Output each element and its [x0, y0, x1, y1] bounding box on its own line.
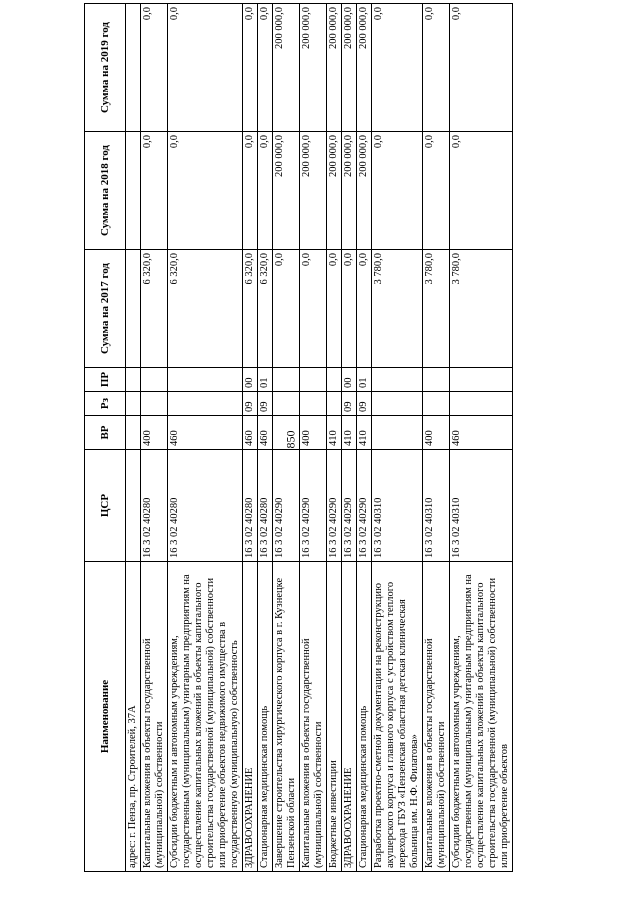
- cell-rz: 09: [357, 392, 372, 416]
- cell-csr: 16 3 02 40310: [423, 450, 450, 562]
- cell-rz: [168, 392, 243, 416]
- cell-vr: [372, 416, 423, 450]
- cell-vr: 400: [300, 416, 327, 450]
- cell-vr: 400: [141, 416, 168, 450]
- cell-rz: [372, 392, 423, 416]
- cell-csr: 16 3 02 40280: [243, 450, 258, 562]
- table-row: [342, 4, 357, 872]
- header-rz: Рз: [85, 392, 126, 416]
- cell-rz: 09: [258, 392, 273, 416]
- page-number: 850: [283, 430, 298, 448]
- cell-name: Стационарная медицинская помощь: [357, 562, 372, 872]
- cell-sum-2019: 0,0: [258, 4, 273, 132]
- cell-sum-2017: 0,0: [327, 250, 342, 368]
- cell-vr: 400: [423, 416, 450, 450]
- cell-pr: [372, 368, 423, 392]
- cell-sum-2019: 0,0: [168, 4, 243, 132]
- table-row: [141, 4, 168, 872]
- cell-csr: 16 3 02 40280: [258, 450, 273, 562]
- cell-sum-2017: [126, 250, 141, 368]
- header-sum-2019: Сумма на 2019 год: [85, 4, 126, 132]
- cell-rz: [273, 392, 300, 416]
- cell-sum-2019: [126, 4, 141, 132]
- cell-vr: 460: [450, 416, 513, 450]
- table-row: [357, 4, 372, 872]
- cell-csr: 16 3 02 40290: [342, 450, 357, 562]
- table-row: [243, 4, 258, 872]
- cell-sum-2018: 200 000,0: [327, 132, 342, 250]
- cell-pr: [450, 368, 513, 392]
- cell-name: ЗДРАВООХРАНЕНИЕ: [342, 562, 357, 872]
- cell-sum-2019: 200 000,0: [300, 4, 327, 132]
- table-row: [273, 4, 300, 872]
- budget-table: [84, 3, 513, 872]
- cell-sum-2018: 200 000,0: [357, 132, 372, 250]
- cell-sum-2018: 200 000,0: [273, 132, 300, 250]
- cell-sum-2017: 6 320,0: [141, 250, 168, 368]
- cell-sum-2017: 0,0: [300, 250, 327, 368]
- cell-csr: 16 3 02 40290: [273, 450, 300, 562]
- cell-csr: 16 3 02 40290: [300, 450, 327, 562]
- table-row: [258, 4, 273, 872]
- cell-name: ЗДРАВООХРАНЕНИЕ: [243, 562, 258, 872]
- cell-sum-2019: 200 000,0: [342, 4, 357, 132]
- cell-sum-2017: 3 780,0: [450, 250, 513, 368]
- cell-sum-2018: 0,0: [258, 132, 273, 250]
- cell-pr: [327, 368, 342, 392]
- cell-vr: 460: [243, 416, 258, 450]
- cell-sum-2018: 200 000,0: [342, 132, 357, 250]
- cell-sum-2019: 0,0: [243, 4, 258, 132]
- cell-rz: [300, 392, 327, 416]
- cell-vr: 410: [357, 416, 372, 450]
- cell-vr: 460: [168, 416, 243, 450]
- cell-csr: 16 3 02 40280: [168, 450, 243, 562]
- cell-sum-2019: 0,0: [450, 4, 513, 132]
- cell-name: адрес: г. Пенза, пр. Строителей, 37А: [126, 562, 141, 872]
- cell-pr: [300, 368, 327, 392]
- table-row: [423, 4, 450, 872]
- cell-sum-2018: 0,0: [141, 132, 168, 250]
- cell-pr: 01: [258, 368, 273, 392]
- table-row: [126, 4, 141, 872]
- cell-pr: 00: [243, 368, 258, 392]
- cell-sum-2017: 6 320,0: [243, 250, 258, 368]
- cell-sum-2018: 200 000,0: [300, 132, 327, 250]
- cell-vr: 460: [258, 416, 273, 450]
- cell-name: Бюджетные инвестиции: [327, 562, 342, 872]
- cell-vr: [126, 416, 141, 450]
- cell-csr: 16 3 02 40310: [372, 450, 423, 562]
- cell-csr: 16 3 02 40290: [327, 450, 342, 562]
- cell-csr: 16 3 02 40280: [141, 450, 168, 562]
- cell-pr: [273, 368, 300, 392]
- header-name: Наименование: [85, 562, 126, 872]
- rotated-table-container: [84, 4, 640, 872]
- table-row: [300, 4, 327, 872]
- cell-rz: [423, 392, 450, 416]
- cell-name: Разработка проектно-сметной документации на реконструкцию акушерского корпуса и главного корпуса с устройством теплого перехода ГБУЗ «Пензенская областная детская клиническая больница им. Н.Ф. Филатова»: [372, 562, 423, 872]
- cell-sum-2018: [126, 132, 141, 250]
- cell-pr: 01: [357, 368, 372, 392]
- cell-sum-2017: 6 320,0: [168, 250, 243, 368]
- cell-sum-2017: 0,0: [342, 250, 357, 368]
- cell-rz: 09: [243, 392, 258, 416]
- cell-vr: [273, 416, 300, 450]
- cell-vr: 410: [342, 416, 357, 450]
- cell-name: Стационарная медицинская помощь: [258, 562, 273, 872]
- cell-name: Субсидии бюджетным и автономным учреждениям, государственным (муниципальным) унитарным предприятиям на осуществление капитальных вложений в объекты капитального строительства государственной (муниципальной) собственности или приобретение объектов недвижимого имущества в государственную (муниципальную) собственность: [168, 562, 243, 872]
- cell-sum-2017: 6 320,0: [258, 250, 273, 368]
- table-row: [372, 4, 423, 872]
- table-row: [327, 4, 342, 872]
- cell-csr: 16 3 02 40310: [450, 450, 513, 562]
- header-vr: ВР: [85, 416, 126, 450]
- cell-name: Капитальные вложения в объекты государственной (муниципальной) собственности: [141, 562, 168, 872]
- cell-rz: 09: [342, 392, 357, 416]
- cell-name: Завершение строительства хирургического корпуса в г. Кузнецке Пензенской области: [273, 562, 300, 872]
- cell-sum-2018: 0,0: [423, 132, 450, 250]
- cell-rz: [450, 392, 513, 416]
- cell-rz: [327, 392, 342, 416]
- cell-sum-2018: 0,0: [168, 132, 243, 250]
- cell-sum-2018: 0,0: [243, 132, 258, 250]
- header-sum-2018: Сумма на 2018 год: [85, 132, 126, 250]
- cell-sum-2017: 0,0: [273, 250, 300, 368]
- cell-sum-2017: 3 780,0: [372, 250, 423, 368]
- cell-csr: [126, 450, 141, 562]
- cell-rz: [141, 392, 168, 416]
- cell-sum-2019: 0,0: [372, 4, 423, 132]
- cell-sum-2018: 0,0: [450, 132, 513, 250]
- cell-csr: 16 3 02 40290: [357, 450, 372, 562]
- cell-vr: 410: [327, 416, 342, 450]
- cell-rz: [126, 392, 141, 416]
- cell-sum-2018: 0,0: [372, 132, 423, 250]
- cell-sum-2019: 0,0: [141, 4, 168, 132]
- cell-pr: [423, 368, 450, 392]
- header-sum-2017: Сумма на 2017 год: [85, 250, 126, 368]
- cell-sum-2019: 200 000,0: [273, 4, 300, 132]
- cell-sum-2019: 0,0: [423, 4, 450, 132]
- cell-sum-2017: 3 780,0: [423, 250, 450, 368]
- header-pr: ПР: [85, 368, 126, 392]
- cell-pr: 00: [342, 368, 357, 392]
- cell-pr: [168, 368, 243, 392]
- header-row: [85, 4, 126, 872]
- table-row: [450, 4, 513, 872]
- cell-sum-2019: 200 000,0: [357, 4, 372, 132]
- cell-pr: [141, 368, 168, 392]
- cell-name: Капитальные вложения в объекты государственной (муниципальной) собственности: [423, 562, 450, 872]
- cell-name: Капитальные вложения в объекты государственной (муниципальной) собственности: [300, 562, 327, 872]
- cell-pr: [126, 368, 141, 392]
- header-csr: ЦСР: [85, 450, 126, 562]
- cell-sum-2019: 200 000,0: [327, 4, 342, 132]
- cell-name: Субсидии бюджетным и автономным учреждениям, государственным (муниципальным) унитарным предприятиям на осуществление капитальных вложений в объекты капитального строительства государственной (муниципальной) собственности или приобретение объектов: [450, 562, 513, 872]
- table-row: [168, 4, 243, 872]
- cell-sum-2017: 0,0: [357, 250, 372, 368]
